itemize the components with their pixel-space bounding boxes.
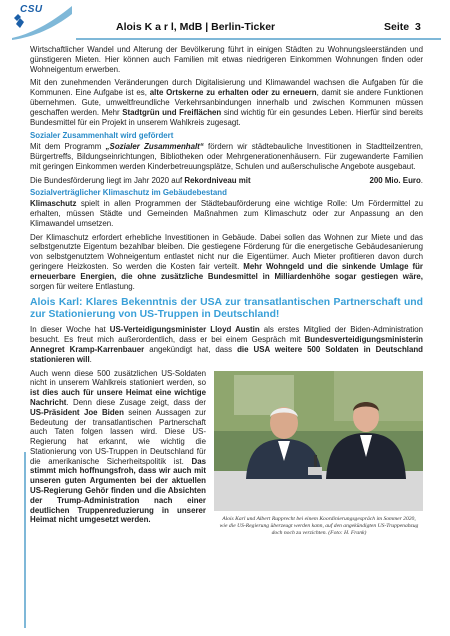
section-heading: Sozialer Zusammenhalt wird gefördert xyxy=(30,131,174,141)
two-column-block xyxy=(30,369,423,569)
logo-text: CSU xyxy=(20,4,43,15)
article-body xyxy=(30,45,423,569)
section-heading: Sozialverträglicher Klimaschutz im Gebäudebestand xyxy=(30,188,227,198)
funding-line: Die Bundesförderung liegt im Jahr 2020 auf Rekordniveau mit 200 Mio. Euro. xyxy=(30,175,423,185)
paragraph: In dieser Woche hat US-Verteidigungsminister Lloyd Austin als erstes Mitglied der Biden-Administration besucht. Es freut mich außerordentlich, dass er bei einem Gespräch mit Bundesverteidigungsministerin Annegret Kramp-Karrenbauer angekündigt hat, dass die USA weitere 500 Soldaten in Deutschland stationieren will. xyxy=(30,325,423,364)
paragraph: Der Klimaschutz erfordert erhebliche Investitionen in Gebäude. Dabei sollen das Wohnen zur Miete und das selbstgenutzte Eigentum bezahlbar bleiben. Die gestiegene Förderung für die energetische Gebäudesanierung von selbstgenutztem Wohneigentum entlastet nicht nur die Eigentümer. Auch Mieter profitieren davon durch geringere Heizkosten. So werden die Kosten fair verteilt. Mehr Wohngeld und die sinkende Umlage für erneuerbare Energien, die ohne zusätzliche Bundesmittel in Milliardenhöhe sogar gestiegen wäre, sorgen für weitere Entlastung. xyxy=(30,232,423,291)
paragraph: Mit den zunehmenden Veränderungen durch Digitalisierung und Klimawandel wachsen die Aufgaben für die Kommunen. Eine Aufgabe ist es, alte Ortskerne zu erhalten oder zu erneuern, damit sie andere Funktionen übernehmen. Gute, umweltfreundliche Verkehrsanbindungen innerhalb und zwischen Kommunen müssen geschaffen werden. Mehr Stadtgrün und Freiflächen sind wichtig für ein gesundes Leben. Hierfür sind bereits Bundesmittel für ein Projekt in unserem Wahlkreis zugesagt. xyxy=(30,78,423,127)
left-column-text: Auch wenn diese 500 zusätzlichen US-Soldaten nicht in unserem Wahlkreis stationiert werden, so ist dies auch für unsere Heimat eine wichtige Nachricht. Denn diese Zusage zeigt, dass der US-Präsident Joe Biden seinen Aussagen zur Bedeutung der transatlantischen Partnerschaft auch Taten folgen lassen wird. Diese US-Regierung hat erkannt, wie wichtig die Stationierung von US-Truppen in Deutschland für die amerikanische Sicherheitspolitik ist. Das stimmt mich hoffnungsfroh, dass wir auch mit unseren guten Argumenten bei der aktuellen US-Regierung Gehör finden und die Absichten der Trump-Administration nach einer deutlichen Truppenreduzierung in unserer Heimat nicht umgesetzt werden. xyxy=(30,368,206,525)
side-accent-line xyxy=(24,452,26,628)
paragraph: Wirtschaftlicher Wandel und Alterung der Bevölkerung führt in einigen Städten zu Wohnungsleerständen und günstigeren Mieten. Hier können auch Familien mit etwas niedrigeren Einkommen Wohnungen finden oder Wohneigentum erwerben. xyxy=(30,45,423,74)
photo-caption: Alois Karl und Albert Rupprecht bei einem Koordinierungsgespräch im Sommer 2020, wie die US-Regierung überzeugt werden kann, auf den angekündigten US-Truppenabzug doch noch zu verzichten. (Foto: H. Frank) xyxy=(219,515,419,536)
paragraph: Mit dem Programm „Sozialer Zusammenhalt“ fördern wir städtebauliche Investitionen in Stadtteilzentren, Bürgertreffs, Bildungseinrichtungen, Bibliotheken oder Mehrgenerationenhäusern. Für zugewanderte Familien mit geringen Einkommen werden Kinderbetreuungsplätze, Schulen und außerschulische Angebote ausgebaut. xyxy=(30,142,423,171)
meeting-photo xyxy=(214,371,423,511)
header-title: Alois K a r l, MdB | Berlin-Ticker xyxy=(116,21,276,33)
article-headline: Alois Karl: Klares Bekenntnis der USA zur transatlantischen Partnerschaft und zur Stationierung von US-Truppen in Deutschland! xyxy=(30,297,423,321)
page-number: Seite 3 xyxy=(384,21,421,33)
header-divider xyxy=(76,38,441,40)
paragraph: Klimaschutz spielt in allen Programmen der Städtebauförderung eine wichtige Rolle: Um Fördermittel zu erhalten, müssen Städte und Gemeinden Maßnahmen zum Klimaschutz oder zur Anpassung an den Klimawandel umsetzen. xyxy=(30,199,423,228)
